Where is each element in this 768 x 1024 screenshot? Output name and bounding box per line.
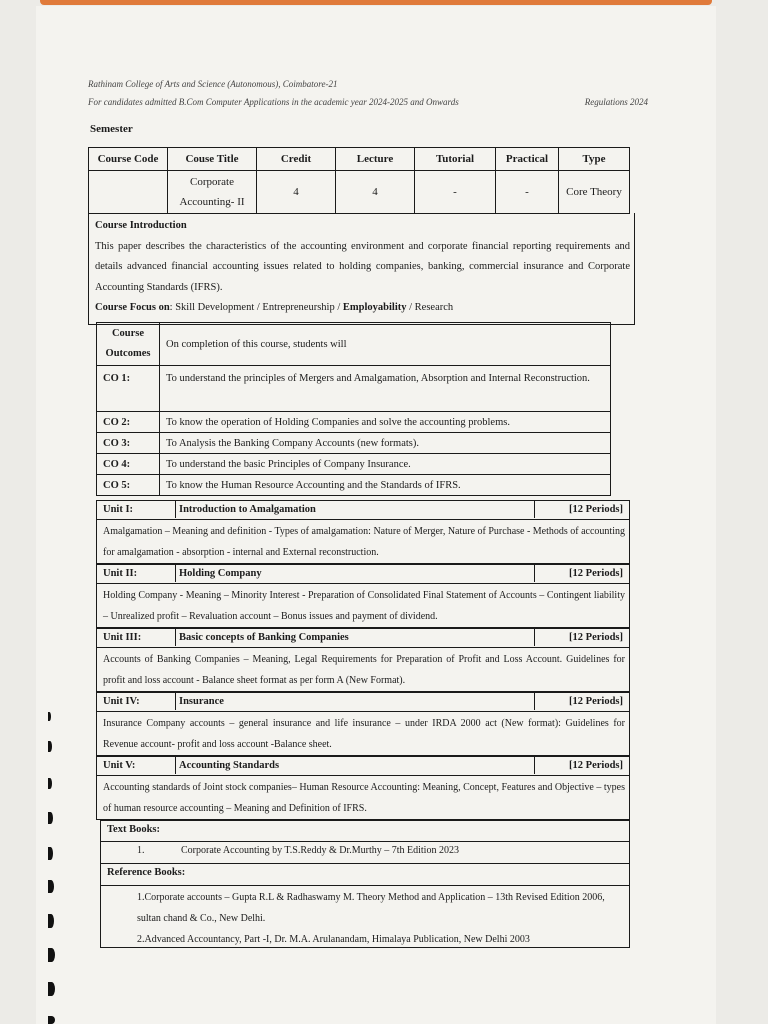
outcomes-header-row <box>97 323 611 366</box>
unit-number: Unit IV: <box>103 696 140 707</box>
text-book-title: Corporate Accounting by T.S.Reddy & Dr.Murthy – 7th Edition 2023 <box>181 845 459 856</box>
cell-type: Core Theory <box>559 171 630 214</box>
outcome-text: To understand the basic Principles of Company Insurance. <box>160 454 611 475</box>
unit-4-header <box>96 692 630 712</box>
unit-periods: [12 Periods] <box>569 760 623 771</box>
unit-2-header <box>96 564 630 584</box>
outcome-row <box>97 475 611 496</box>
col-tutorial: Tutorial <box>415 148 496 171</box>
course-introduction <box>88 213 635 325</box>
outcome-row <box>97 366 611 412</box>
col-type: Type <box>559 148 630 171</box>
outcome-code: CO 2: <box>97 412 160 433</box>
unit-1-body: Amalgamation – Meaning and definition - Types of amalgamation: Nature of Merger, Nature of Purchase - Methods of accounting for amalgamation - absorption - internal and External reconstruction. <box>96 520 630 564</box>
text-books-heading: Text Books: <box>100 820 630 842</box>
col-lecture: Lecture <box>336 148 415 171</box>
col-course-code: Course Code <box>89 148 168 171</box>
focus-post: / Research <box>406 302 454 313</box>
focus-employability: Employability <box>342 302 407 313</box>
text-book-item <box>100 842 630 864</box>
admission-text: For candidates admitted B.Com Computer Applications in the academic year 2024-2025 and Onwards <box>88 97 459 107</box>
outcome-text: To Analysis the Banking Company Accounts (new formats). <box>160 433 611 454</box>
outcome-code: CO 1: <box>97 366 160 412</box>
unit-5-body: Accounting standards of Joint stock companies– Human Resource Accounting: Meaning, Concept, Features and Objective – types of human resource accounting – Meaning and Definition of IFRS. <box>96 776 630 820</box>
unit-3-header <box>96 628 630 648</box>
focus-label: Course Focus on <box>95 302 170 313</box>
unit-periods: [12 Periods] <box>569 504 623 515</box>
unit-4-body: Insurance Company accounts – general insurance and life insurance – under IRDA 2000 act (New format): Guidelines for Revenue account- profit and loss account -Balance sheet. <box>96 712 630 756</box>
binding-hole-marks <box>48 0 68 1024</box>
unit-periods: [12 Periods] <box>569 568 623 579</box>
unit-number: Unit I: <box>103 504 134 515</box>
cell-course-code <box>89 171 168 214</box>
outcome-text: To know the Human Resource Accounting and the Standards of IFRS. <box>160 475 611 496</box>
unit-title: Basic concepts of Banking Companies <box>175 629 535 646</box>
outcome-code: CO 4: <box>97 454 160 475</box>
cell-credit: 4 <box>257 171 336 214</box>
semester-label: Semester <box>90 123 133 135</box>
outcomes-label-line1: Course <box>111 328 145 339</box>
cell-practical: - <box>496 171 559 214</box>
outcomes-lead: On completion of this course, students will <box>160 323 611 366</box>
outcome-row <box>97 433 611 454</box>
regulations-label: Regulations 2024 <box>584 97 648 107</box>
unit-2-body: Holding Company - Meaning – Minority Interest - Preparation of Consolidated Final Statement of Accounts – Contingent liability – Unrealized profit – Revaluation account – Bonus issues and payment of dividend. <box>96 584 630 628</box>
unit-title: Holding Company <box>175 565 535 582</box>
unit-number: Unit III: <box>103 632 142 643</box>
cell-lecture: 4 <box>336 171 415 214</box>
outcome-text: To know the operation of Holding Companies and solve the accounting problems. <box>160 412 611 433</box>
outcome-code: CO 5: <box>97 475 160 496</box>
unit-periods: [12 Periods] <box>569 696 623 707</box>
cell-course-title <box>168 171 257 214</box>
outcome-code: CO 3: <box>97 433 160 454</box>
unit-title: Insurance <box>175 693 535 710</box>
outcomes-label-line2: Outcomes <box>105 348 151 359</box>
outcome-row <box>97 412 611 433</box>
col-course-title: Couse Title <box>168 148 257 171</box>
reference-book-item: 1.Corporate accounts – Gupta R.L & Radhaswamy M. Theory Method and Application – 13th Revised Edition 2006, sultan chand & Co., New Delhi. <box>137 892 605 924</box>
course-details-table <box>88 147 630 214</box>
course-outcomes-table <box>96 322 611 496</box>
reference-books-list <box>100 886 630 948</box>
intro-text: This paper describes the characteristics of the accounting environment and corporate financial reporting requirements and details advanced financial accounting issues related to holding companies, banking, commercial insurance and Corporate Accounting Standards (IFRS). <box>95 240 630 293</box>
outcome-row <box>97 454 611 475</box>
outcomes-label <box>97 323 160 366</box>
col-credit: Credit <box>257 148 336 171</box>
course-focus <box>95 298 634 319</box>
cell-tutorial: - <box>415 171 496 214</box>
orange-top-bar <box>40 0 712 5</box>
col-practical: Practical <box>496 148 559 171</box>
unit-periods: [12 Periods] <box>569 632 623 643</box>
unit-number: Unit V: <box>103 760 136 771</box>
intro-heading: Course Introduction <box>95 220 187 231</box>
unit-3-body: Accounts of Banking Companies – Meaning, Legal Requirements for Preparation of Profit and Loss Account. Guidelines for profit and loss account - Balance sheet format as per form A (New Format). <box>96 648 630 692</box>
reference-books-heading: Reference Books: <box>100 864 630 886</box>
course-table-row <box>89 171 630 214</box>
unit-1-header <box>96 500 630 520</box>
outcome-text: To understand the principles of Mergers and Amalgamation, Absorption and Internal Reconstruction. <box>160 366 611 412</box>
course-table-header <box>89 148 630 171</box>
unit-title: Accounting Standards <box>175 757 535 774</box>
unit-5-header <box>96 756 630 776</box>
course-title-line2: Accounting- II <box>179 196 245 208</box>
college-header: Rathinam College of Arts and Science (Autonomous), Coimbatore-21 <box>88 79 338 89</box>
focus-pre: : Skill Development / Entrepreneurship / <box>169 302 343 313</box>
admission-header <box>88 97 648 107</box>
course-title-line1: Corporate <box>190 176 234 188</box>
unit-title: Introduction to Amalgamation <box>175 501 535 518</box>
reference-book-item: 2.Advanced Accountancy, Part -I, Dr. M.A. Arulanandam, Himalaya Publication, New Delhi 2003 <box>137 934 530 945</box>
text-book-number: 1. <box>137 845 145 856</box>
unit-number: Unit II: <box>103 568 138 579</box>
